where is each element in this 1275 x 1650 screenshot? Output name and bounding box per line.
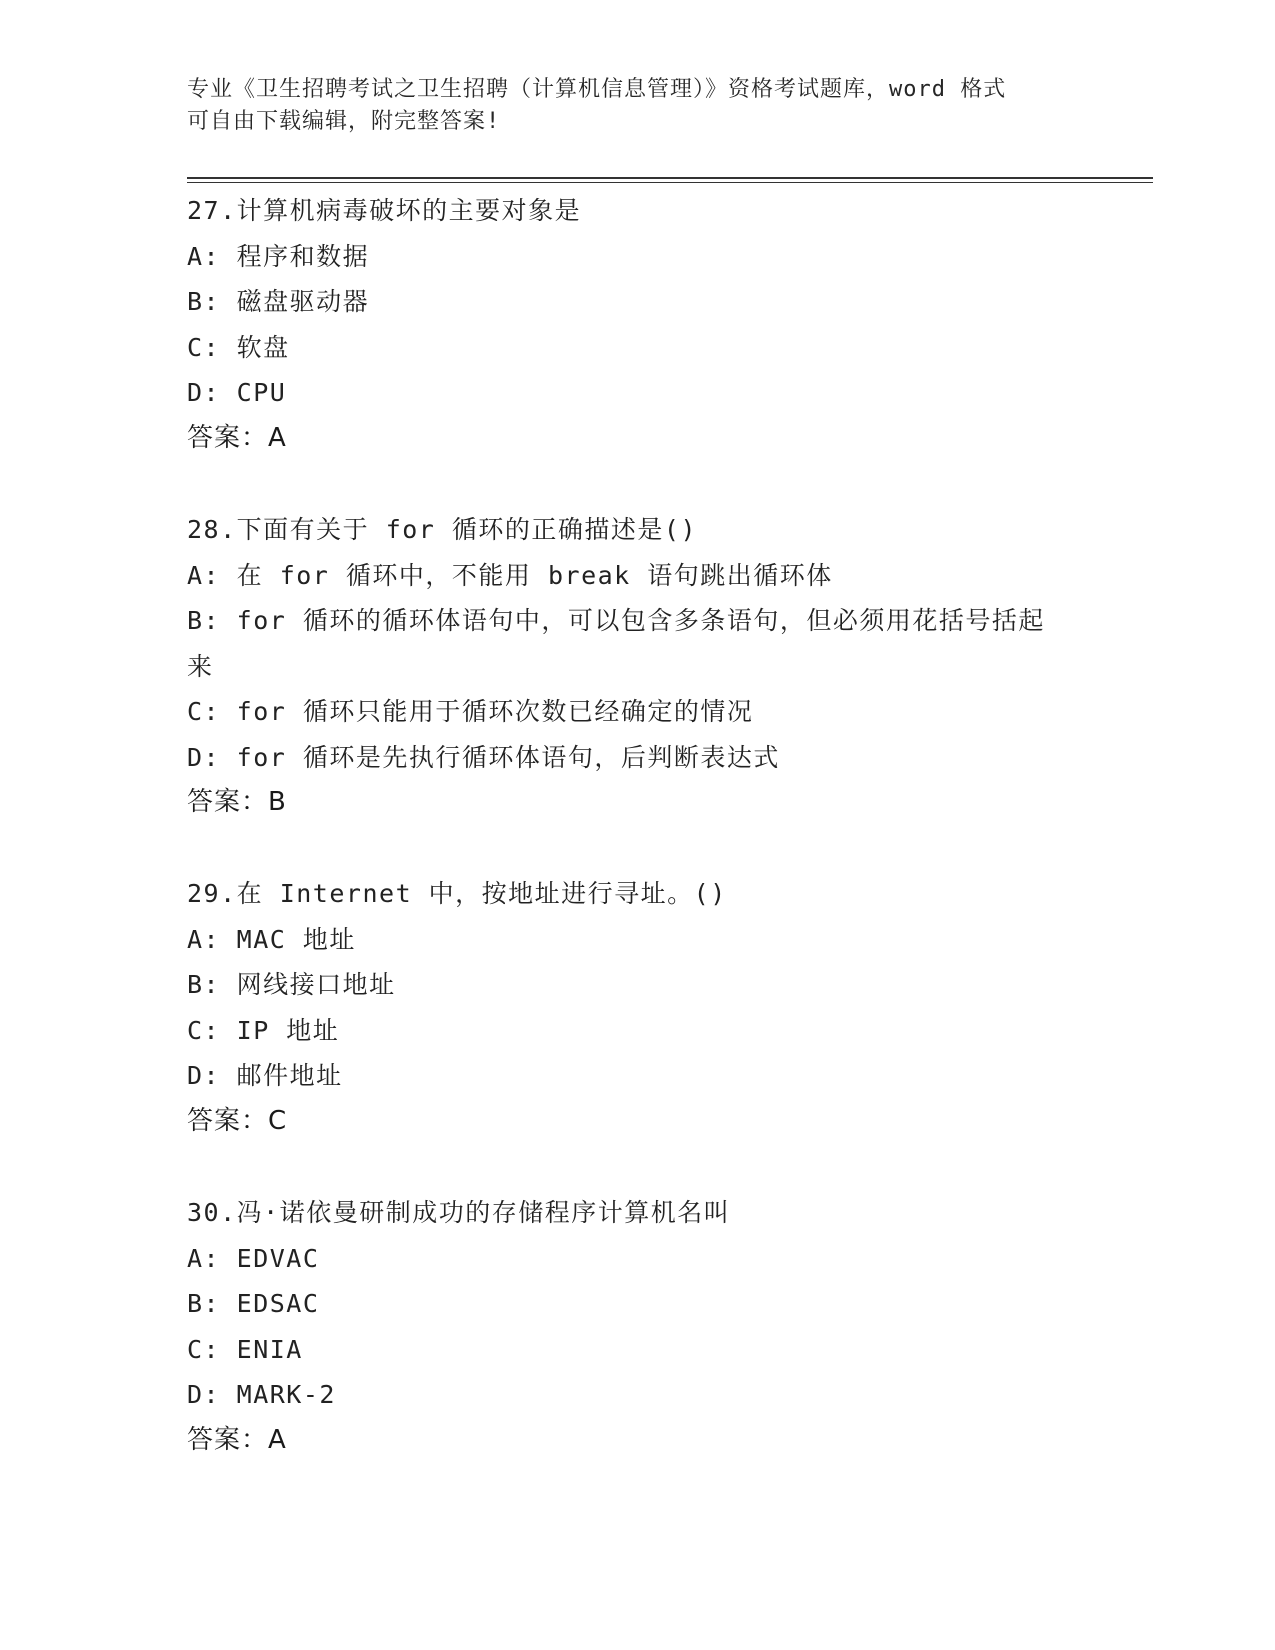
header-line-1: 专业《卫生招聘考试之卫生招聘（计算机信息管理）》资格考试题库，word 格式 [187, 77, 1007, 102]
question-30 [187, 1190, 1067, 1463]
header-divider-thick [187, 177, 1153, 179]
option-d: D: for 循环是先执行循环体语句，后判断表达式 [187, 742, 780, 772]
question-stem: 28.下面有关于 for 循环的正确描述是() [187, 515, 698, 544]
option-a: A: 在 for 循环中，不能用 break 语句跳出循环体 [187, 560, 833, 590]
header-divider-thin [187, 182, 1153, 183]
option-a: A: MAC 地址 [187, 924, 356, 954]
option-d: D: CPU [187, 378, 287, 407]
question-29 [187, 871, 1067, 1144]
option-b: B: EDSAC [187, 1289, 320, 1318]
option-b: B: 磁盘驱动器 [187, 287, 370, 316]
header-line-2: 可自由下载编辑，附完整答案! [187, 109, 501, 134]
question-27 [187, 188, 1067, 461]
answer-label: 答案：C [187, 1105, 288, 1136]
option-a: A: 程序和数据 [187, 241, 370, 271]
question-stem: 29.在 Internet 中，按地址进行寻址。() [187, 879, 727, 908]
answer-label: 答案：A [187, 1424, 287, 1455]
question-stem: 30.冯·诺依曼研制成功的存储程序计算机名叫 [187, 1198, 731, 1227]
option-c: C: for 循环只能用于循环次数已经确定的情况 [187, 697, 754, 726]
option-d: D: 邮件地址 [187, 1061, 343, 1090]
question-28 [187, 507, 1067, 826]
option-a: A: EDVAC [187, 1243, 320, 1273]
question-stem: 27.计算机病毒破坏的主要对象是 [187, 196, 582, 225]
answer-label: 答案：A [187, 422, 287, 453]
document-header [187, 74, 1067, 138]
option-b: B: 网线接口地址 [187, 970, 396, 999]
option-c: C: IP 地址 [187, 1015, 340, 1045]
option-c: C: 软盘 [187, 332, 290, 362]
option-c: C: ENIA [187, 1334, 303, 1364]
option-b: B: for 循环的循环体语句中，可以包含多条语句，但必须用花括号括起来 [187, 606, 1045, 681]
option-d: D: MARK-2 [187, 1380, 336, 1409]
answer-label: 答案：B [187, 787, 287, 817]
